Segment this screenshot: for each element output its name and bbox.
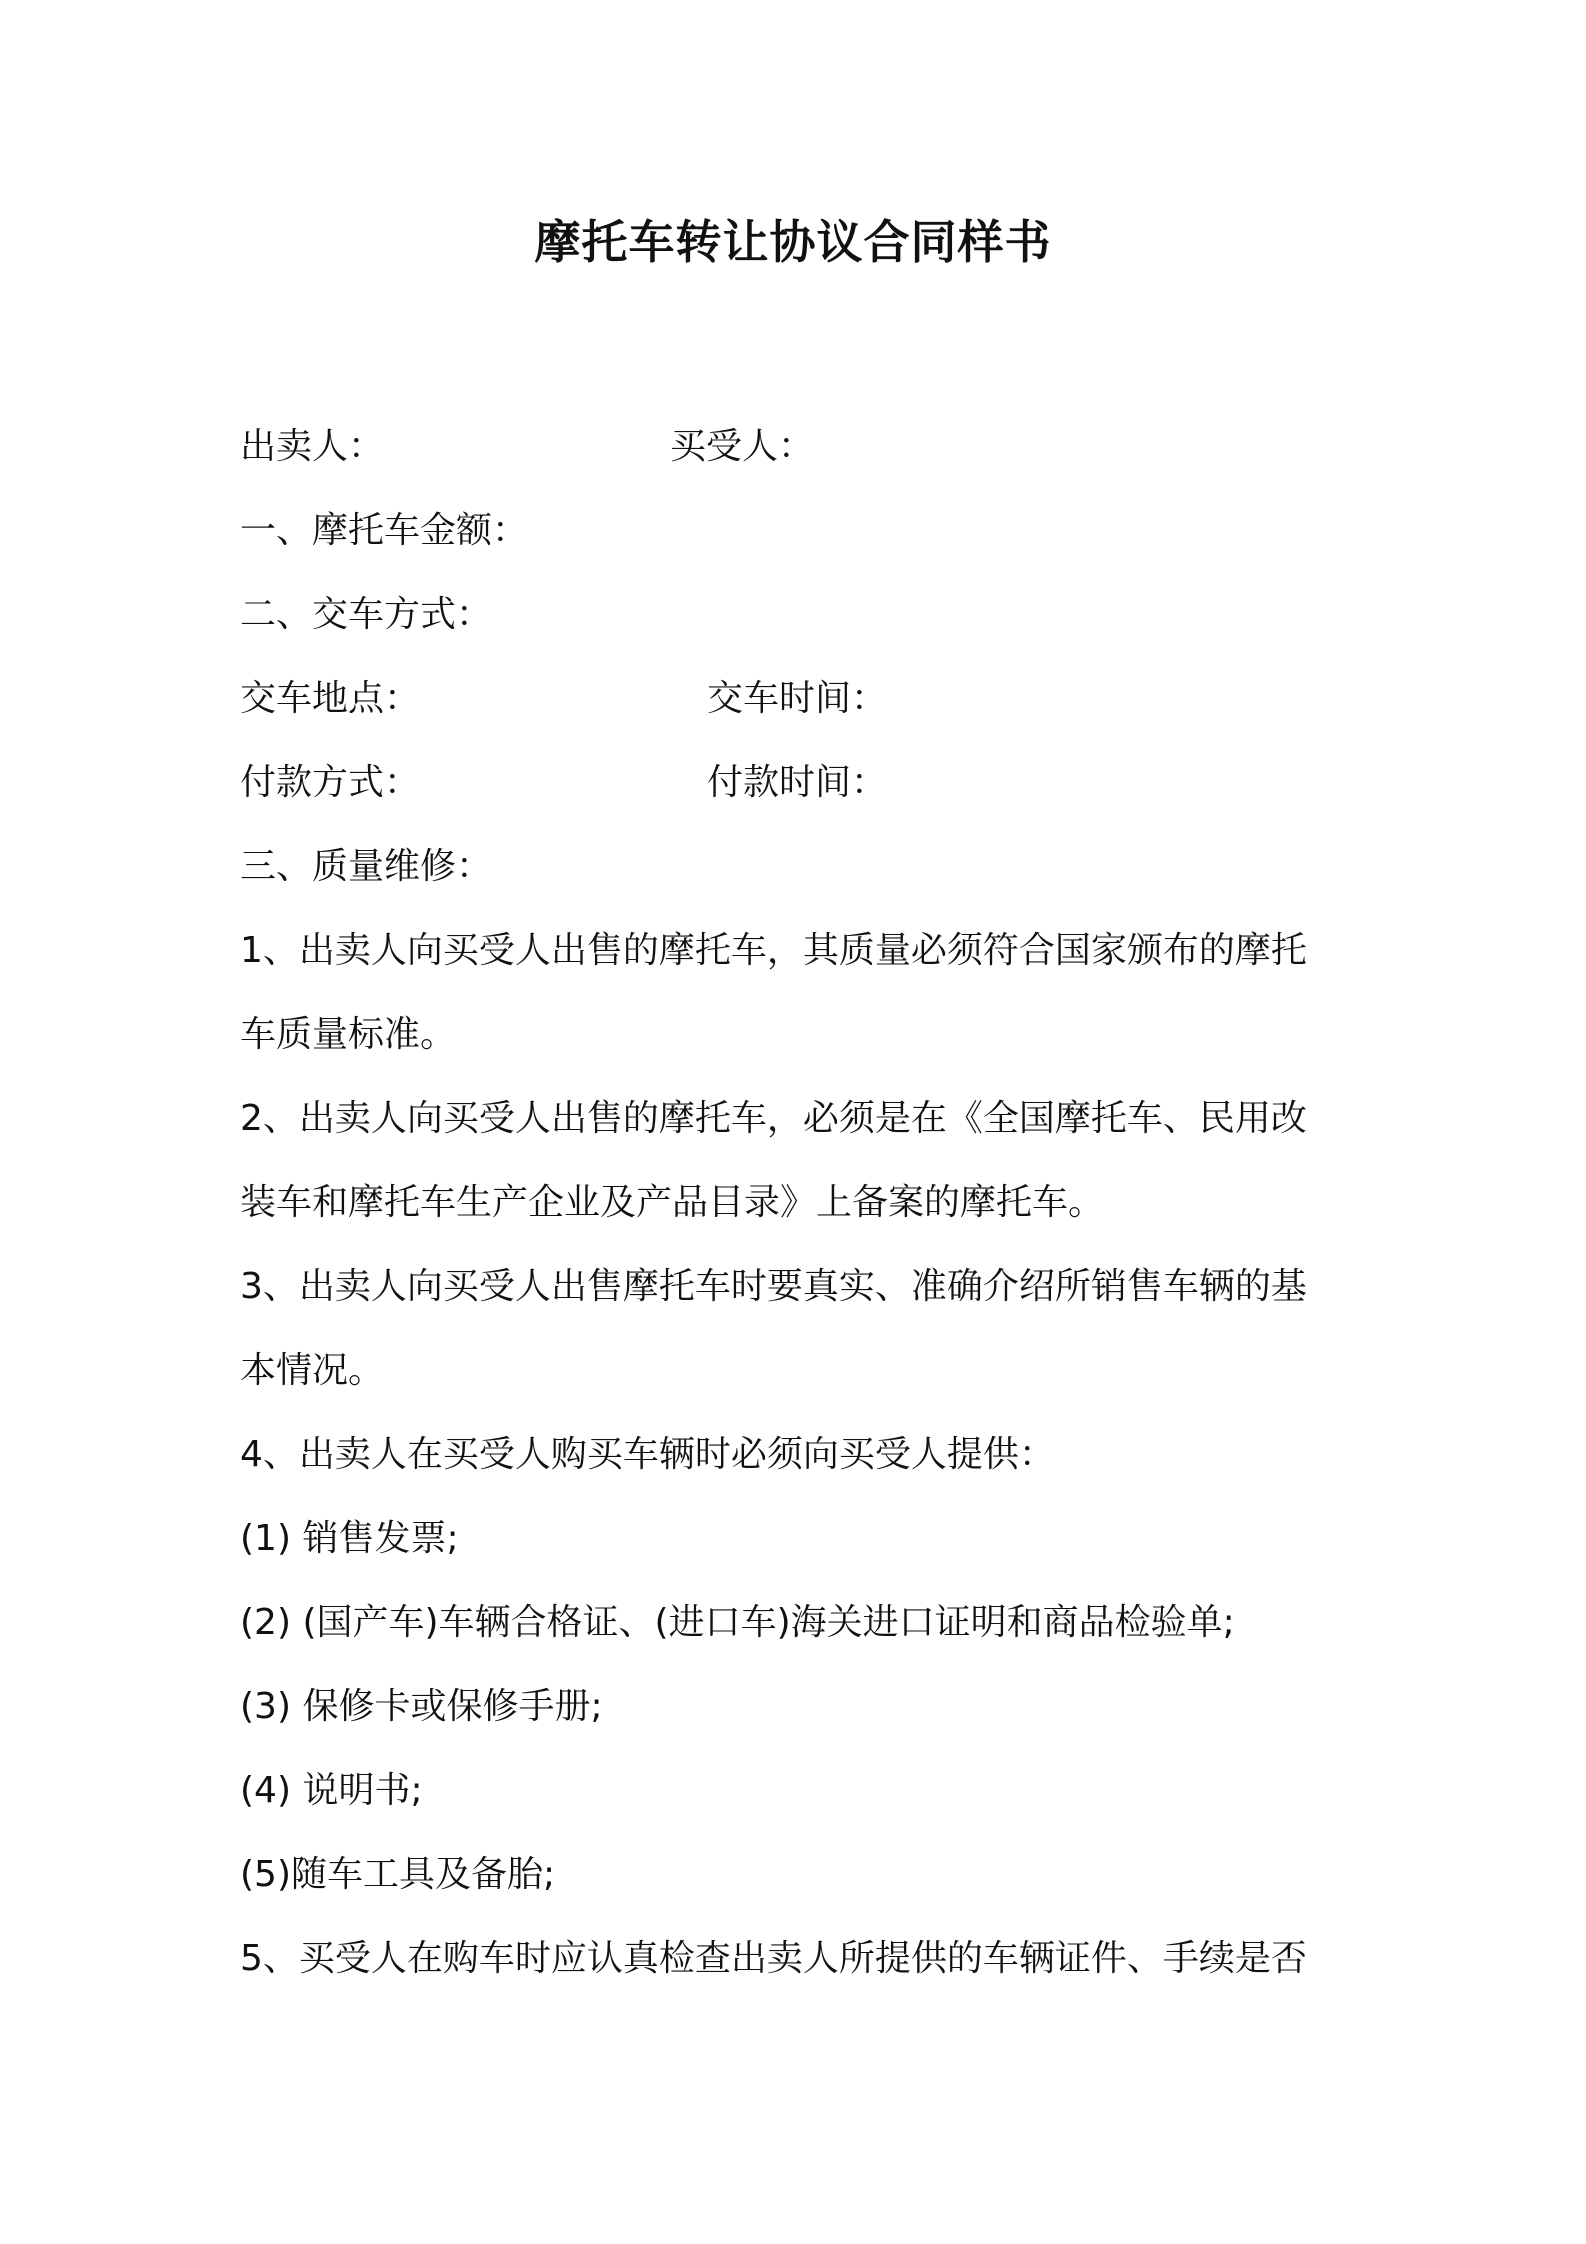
clause-1-line-1: 1、出卖人向买受人出售的摩托车，其质量必须符合国家颁布的摩托 [240, 930, 1307, 971]
clause-3-line-2: 本情况。 [240, 1350, 385, 1391]
clause-line [240, 993, 1370, 1077]
clause-line [240, 1917, 1370, 2001]
clause-line [240, 1161, 1370, 1245]
buyer-label: 买受人： [670, 426, 815, 467]
delivery-place-label: 交车地点： [240, 678, 421, 719]
list-item [240, 1833, 1370, 1917]
document-body [240, 405, 1370, 2001]
document-list-item-3: (3) 保修卡或保修手册; [240, 1686, 603, 1727]
quality-repair-heading: 三、质量维修： [240, 846, 493, 887]
clause-4-line-1: 4、出卖人在买受人购买车辆时必须向买受人提供： [240, 1434, 1055, 1475]
section-heading [240, 825, 1370, 909]
list-item [240, 1665, 1370, 1749]
clause-2-line-2: 装车和摩托车生产企业及产品目录》上备案的摩托车。 [240, 1182, 1105, 1223]
clause-line [240, 1329, 1370, 1413]
list-item [240, 1497, 1370, 1581]
delivery-time-label: 交车时间： [707, 678, 888, 719]
document-list-item-4: (4) 说明书; [240, 1770, 423, 1811]
clause-line [240, 1245, 1370, 1329]
clause-5-line-1: 5、买受人在购车时应认真检查出卖人所提供的车辆证件、手续是否 [240, 1938, 1307, 1979]
parties-row [240, 405, 1370, 489]
payment-time-label: 付款时间： [707, 762, 888, 803]
seller-label: 出卖人： [240, 426, 385, 467]
clause-line [240, 1077, 1370, 1161]
delivery-row [240, 657, 1370, 741]
clause-3-line-1: 3、出卖人向买受人出售摩托车时要真实、准确介绍所销售车辆的基 [240, 1266, 1307, 1307]
clause-line [240, 909, 1370, 993]
payment-method-label: 付款方式： [240, 762, 421, 803]
clause-line [240, 1413, 1370, 1497]
document-title: 摩托车转让协议合同样书 [534, 215, 1052, 269]
delivery-method-heading: 二、交车方式： [240, 594, 493, 635]
document-list-item-2: (2) (国产车)车辆合格证、(进口车)海关进口证明和商品检验单; [240, 1602, 1235, 1643]
list-item [240, 1581, 1370, 1665]
motorcycle-amount-heading: 一、摩托车金额： [240, 510, 529, 551]
payment-row [240, 741, 1370, 825]
section-heading [240, 573, 1370, 657]
clause-1-line-2: 车质量标准。 [240, 1014, 457, 1055]
document-list-item-1: (1) 销售发票; [240, 1518, 459, 1559]
section-heading [240, 489, 1370, 573]
list-item [240, 1749, 1370, 1833]
document-list-item-5: (5)随车工具及备胎; [240, 1854, 556, 1895]
clause-2-line-1: 2、出卖人向买受人出售的摩托车，必须是在《全国摩托车、民用改 [240, 1098, 1307, 1139]
